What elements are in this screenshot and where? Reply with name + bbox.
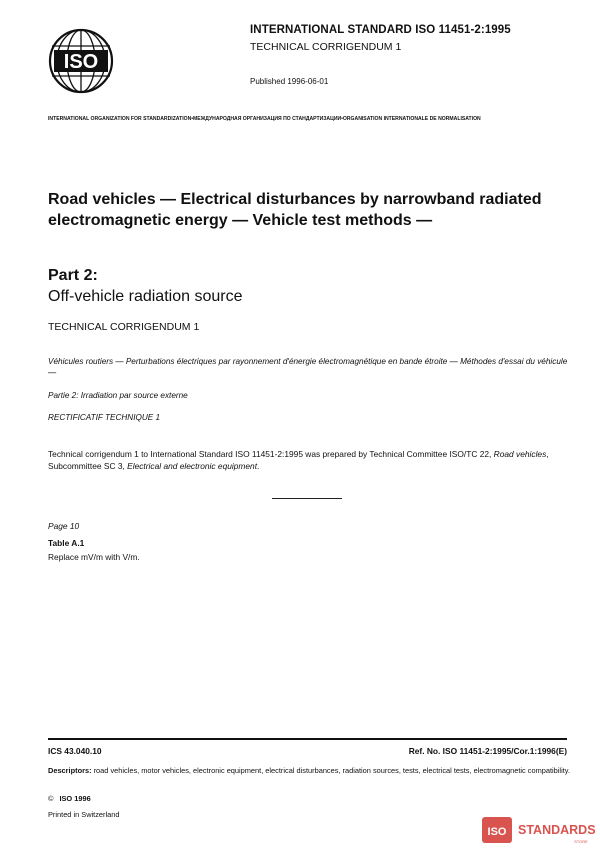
iso-logo: [48, 28, 114, 94]
body-text-2: , Subcommittee SC 3,: [48, 449, 549, 471]
ics-code: ICS 43.040.10: [48, 746, 102, 756]
body-text-1: Technical corrigendum 1 to International Standard ISO 11451-2:1995 was prepared by Technical Committee ISO/TC 22,: [48, 449, 494, 459]
reference-number: Ref. No. ISO 11451-2:1995/Cor.1:1996(E): [408, 746, 567, 756]
divider: [272, 498, 342, 499]
watermark-sub: STORE: [574, 839, 588, 844]
descriptors-label: Descriptors:: [48, 766, 92, 775]
watermark-text: STANDARDS: [518, 823, 596, 837]
copyright-icon: ©: [48, 794, 54, 803]
copyright: [48, 794, 91, 803]
french-title: Véhicules routiers — Perturbations électriques par rayonnement d'énergie électromagnétique en bande étroite — Méthodes d'essai du véhicule —: [48, 357, 568, 377]
footer-rule: [48, 738, 567, 740]
standard-title: INTERNATIONAL STANDARD ISO 11451-2:1995: [250, 24, 511, 36]
body-paragraph: [48, 448, 576, 472]
correction-instruction: Replace mV/m with V/m.: [48, 552, 140, 562]
corrigendum-subtitle: TECHNICAL CORRIGENDUM 1: [250, 41, 402, 53]
document-title: Road vehicles — Electrical disturbances by narrowband radiated electromagnetic energy — Vehicle test methods —: [48, 191, 542, 229]
published-date: Published 1996-06-01: [250, 77, 329, 86]
iso-standards-store-watermark: [481, 814, 597, 846]
table-reference: Table A.1: [48, 538, 85, 548]
copyright-text: ISO 1996: [59, 794, 91, 803]
french-rectificatif: RECTIFICATIF TECHNIQUE 1: [48, 413, 161, 422]
watermark-badge: ISO: [487, 826, 507, 838]
body-committee-name: Road vehicles: [493, 449, 547, 459]
organization-line: INTERNATIONAL ORGANIZATION FOR STANDARDIZATION•МЕЖДУНАРОДНАЯ ОРГАНИЗАЦИЯ ПО СТАНДАРТИЗАЦИИ•ORGANISATION INTERNATIONALE DE NORMALISATION: [48, 116, 481, 122]
printed-in: Printed in Switzerland: [48, 810, 120, 819]
descriptors-text: road vehicles, motor vehicles, electronic equipment, electrical disturbances, radiation sources, tests, electrical tests, electromagnetic compatibility.: [91, 766, 570, 775]
page-reference: Page 10: [48, 521, 80, 531]
body-subcommittee-name: Electrical and electronic equipment: [127, 461, 258, 471]
body-text-end: .: [257, 461, 260, 471]
part-title: Off-vehicle radiation source: [48, 288, 243, 305]
logo-text: ISO: [63, 51, 99, 73]
part-label: Part 2:: [48, 267, 98, 284]
descriptors: [48, 766, 576, 776]
french-part: Partie 2: Irradiation par source externe: [48, 391, 188, 400]
corrigendum-label: TECHNICAL CORRIGENDUM 1: [48, 321, 200, 333]
